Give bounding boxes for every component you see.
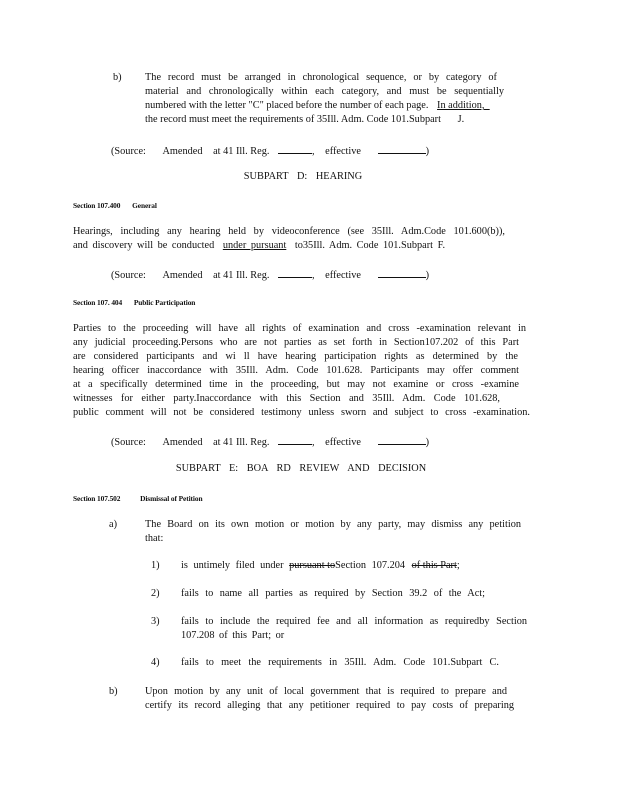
para-b2-line-1: Upon motion by any unit of local government that is required to prepare and <box>145 686 507 697</box>
hearings-line-1: Hearings, including any hearing held by videoconference (see 35Ill. Adm.Code 101.600(b)), <box>73 226 505 237</box>
item-2-number: 2) <box>151 588 160 599</box>
source-date-blank <box>378 144 426 154</box>
para-b-line-2: material and chronologically within each category, and must be sequentially <box>145 86 504 97</box>
source-reg-blank <box>278 268 312 278</box>
parties-line-5: at a specifically determined time in the proceeding, but may not examine or cross -examine <box>73 379 519 390</box>
item-4-number: 4) <box>151 657 160 668</box>
para-a-line-1: The Board on its own motion or motion by any party, may dismiss any petition <box>145 519 521 530</box>
item-3-line-1: fails to include the required fee and all information as requiredby Section <box>181 616 527 627</box>
source-effective: effective <box>325 270 361 281</box>
section-107-502-heading <box>73 494 202 503</box>
hearings-line-2 <box>73 240 445 252</box>
para-b-label: b) <box>113 72 122 83</box>
section-title: General <box>132 201 157 210</box>
para-b-line-4-text: the record must meet the requirements of 35Ill. Adm. Code 101.Subpart <box>145 114 441 125</box>
source-note-3: (Source: Amended at 41 Ill. Reg. , effective ) <box>111 437 429 448</box>
source-amended: Amended <box>162 146 203 157</box>
section-number: Section 107. 404 <box>73 298 123 307</box>
section-number: Section 107.400 <box>73 201 121 210</box>
para-b-line-3 <box>145 100 490 112</box>
parties-line-4: hearing officer inaccordance with 35Ill. Adm. Code 101.628. Participants may offer comment <box>73 365 519 376</box>
item-3-line-2: 107.208 of this Part; or <box>181 630 285 641</box>
source-date-blank <box>378 435 426 445</box>
source-prefix: (Source: <box>111 270 146 281</box>
source-prefix: (Source: <box>111 437 146 448</box>
section-title: Public Participation <box>133 298 196 307</box>
parties-line-3: are considered participants and wi ll have hearing participation rights as determined by the <box>73 351 518 362</box>
source-reg-blank <box>278 144 312 154</box>
source-reg-blank <box>278 435 312 445</box>
para-b-inserted-text: In addition, <box>437 100 485 111</box>
item-1-text-b: Section 107.204 <box>335 560 406 571</box>
item-1-text-c: ; <box>456 560 460 571</box>
para-b-line-4-end: J. <box>457 114 465 125</box>
para-b-line-4 <box>145 114 464 126</box>
parties-line-6: witnesses for either party.Inaccordance with this Section and 35Ill. Adm. Code 101.628, <box>73 393 500 404</box>
source-prefix: (Source: <box>111 146 146 157</box>
parties-line-7: public comment will not be considered testimony unless sworn and subject to cross -examination. <box>73 407 530 418</box>
item-1-number: 1) <box>151 560 160 571</box>
hearings-line-2-text: and discovery will be conducted <box>73 240 215 251</box>
subpart-d-heading: SUBPART D: HEARING <box>243 171 363 182</box>
hearings-inserted-text: under pursuant <box>222 240 287 251</box>
para-b2-line-2: certify its record alleging that any petitioner required to pay costs of preparing <box>145 700 514 711</box>
source-reg: at 41 Ill. Reg. <box>213 146 270 157</box>
source-effective: effective <box>325 437 361 448</box>
item-1-deleted-text-1: pursuant to <box>289 560 336 571</box>
source-reg: at 41 Ill. Reg. <box>213 437 270 448</box>
section-107-400-heading <box>73 201 157 210</box>
parties-line-2: any judicial proceeding.Persons who are not parties as set forth in Section107.202 of this Part <box>73 337 519 348</box>
subpart-e-heading: SUBPART E: BOA RD REVIEW AND DECISION <box>175 463 427 474</box>
source-effective: effective <box>325 146 361 157</box>
section-107-404-heading <box>73 298 195 307</box>
source-note-1: (Source: Amended at 41 Ill. Reg. , effective ) <box>111 146 429 157</box>
item-2-text: fails to name all parties as required by Section 39.2 of the Act; <box>181 588 485 599</box>
para-b2-label: b) <box>109 686 118 697</box>
section-number: Section 107.502 <box>73 494 121 503</box>
para-b-line-1: The record must be arranged in chronological sequence, or by category of <box>145 72 497 83</box>
source-note-2: (Source: Amended at 41 Ill. Reg. , effective ) <box>111 270 429 281</box>
hearings-line-2-end: to35Ill. Adm. Code 101.Subpart F. <box>294 240 446 251</box>
para-b-line-3-text: numbered with the letter "C" placed before the number of each page. <box>145 100 429 111</box>
section-title: Dismissal of Petition <box>140 494 203 503</box>
source-amended: Amended <box>162 270 203 281</box>
item-3-number: 3) <box>151 616 160 627</box>
para-a-label: a) <box>109 519 117 530</box>
para-a-line-2: that: <box>145 533 164 544</box>
parties-line-1: Parties to the proceeding will have all rights of examination and cross -examination relevant in <box>73 323 526 334</box>
item-4-text: fails to meet the requirements in 35Ill. Adm. Code 101.Subpart C. <box>181 657 499 668</box>
source-reg: at 41 Ill. Reg. <box>213 270 270 281</box>
source-date-blank <box>378 268 426 278</box>
source-amended: Amended <box>162 437 203 448</box>
item-1-text <box>181 560 460 572</box>
item-1-text-a: is untimely filed under <box>181 560 284 571</box>
item-1-deleted-text-2: of this Part <box>411 560 457 571</box>
